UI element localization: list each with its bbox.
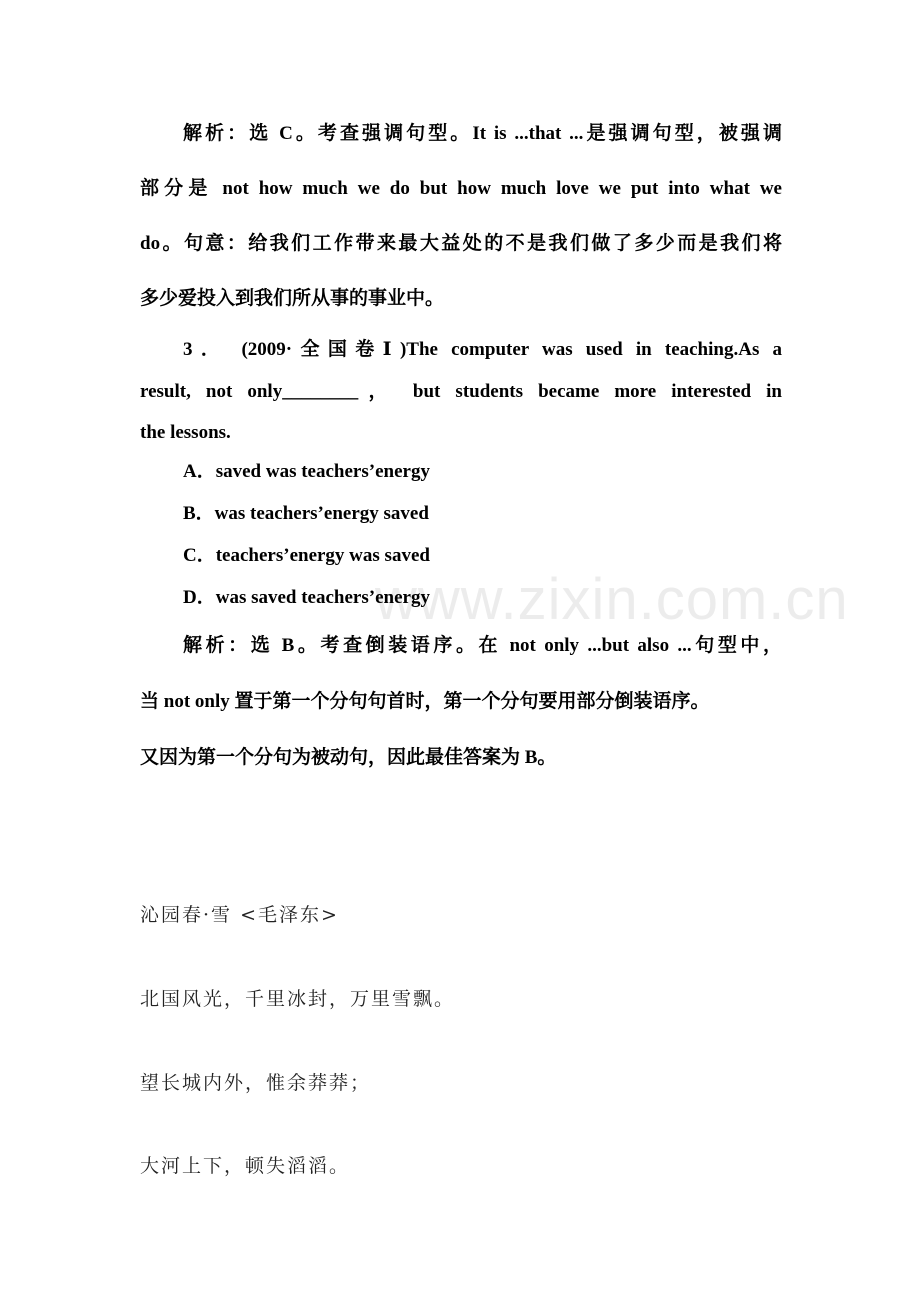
option-a: A．saved was teachers’energy [183, 461, 430, 482]
analysis1-line1: 解析：选 C。考查强调句型。It is ...that ...是强调句型，被强调 [183, 123, 782, 144]
analysis2-line3: 又因为第一个分句为被动句，因此最佳答案为 B。 [140, 747, 557, 768]
poem-line-3: 大河上下，顿失滔滔。 [140, 1155, 351, 1177]
analysis1-line2: 部分是 not how much we do but how much love we put into what we [140, 178, 782, 199]
option-b: B．was teachers’energy saved [183, 503, 429, 524]
option-d: D．was saved teachers’energy [183, 587, 430, 608]
question3-line1: 3． (2009·全国卷Ⅰ)The computer was used in teaching.As a [183, 339, 782, 360]
poem-title: 沁园春·雪 <毛泽东> [140, 904, 339, 926]
analysis2-line1: 解析：选 B。考查倒装语序。在 not only ...but also ...句型中， [183, 635, 782, 656]
analysis1-line4: 多少爱投入到我们所从事的事业中。 [140, 288, 445, 309]
poem-line-2: 望长城内外，惟余莽莽； [140, 1072, 372, 1094]
analysis1-line3: do。句意：给我们工作带来最大益处的不是我们做了多少而是我们将 [140, 233, 782, 254]
option-c: C．teachers’energy was saved [183, 545, 430, 566]
analysis2-line2: 当 not only 置于第一个分句句首时，第一个分句要用部分倒装语序。 [140, 691, 710, 712]
watermark: www.zixin.com.cn [375, 567, 849, 632]
poem-line-1: 北国风光，千里冰封，万里雪飘。 [140, 988, 456, 1010]
question3-line2: result, not only________， but students became more interested in [140, 381, 782, 402]
question3-line3: the lessons. [140, 422, 231, 443]
